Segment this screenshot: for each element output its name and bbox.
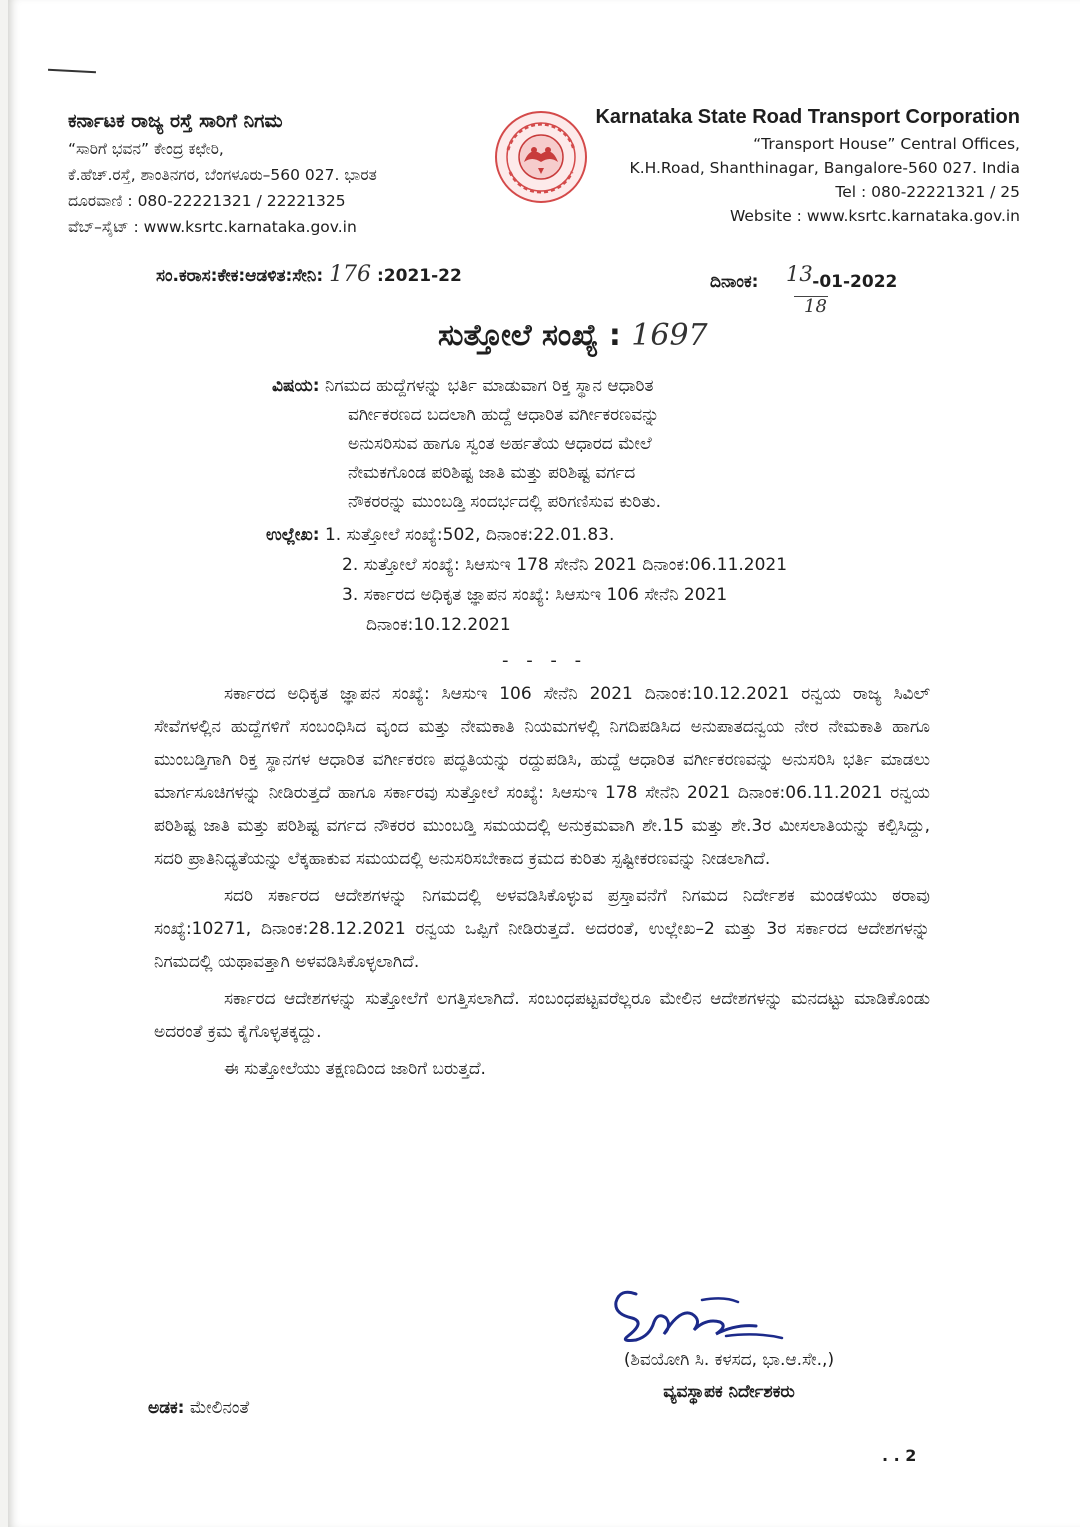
references-label: ಉಲ್ಲೇಖ: bbox=[266, 525, 320, 545]
address-line-1-english: “Transport House” Central Offices, bbox=[753, 135, 1020, 153]
circular-body bbox=[154, 678, 930, 1090]
references-block bbox=[266, 520, 966, 640]
subject-block bbox=[272, 372, 912, 517]
reference-year: :2021-22 bbox=[376, 266, 462, 286]
letterhead-kannada bbox=[68, 106, 488, 240]
subject-line-1: ನಿಗಮದ ಹುದ್ದೆಗಳನ್ನು ಭರ್ತಿ ಮಾಡುವಾಗ ರಿಕ್ತ ಸ್ಥಾನ ಆಧಾರಿತ bbox=[324, 376, 654, 396]
subject-line-3: ಅನುಸರಿಸುವ ಹಾಗೂ ಸ್ವಂತ ಅರ್ಹತೆಯ ಆಧಾರದ ಮೇಲೆ bbox=[348, 434, 652, 454]
handwritten-signature bbox=[606, 1278, 796, 1350]
address-line-2-english: K.H.Road, Shanthinagar, Bangalore-560 027. India bbox=[629, 159, 1020, 177]
body-paragraph-3: ಸರ್ಕಾರದ ಆದೇಶಗಳನ್ನು ಸುತ್ತೋಲೆಗೆ ಲಗತ್ತಿಸಲಾಗಿದೆ. ಸಂಬಂಧಪಟ್ಟವರೆಲ್ಲರೂ ಮೇಲಿನ ಆದೇಶಗಳನ್ನು ಮನದಟ್ಟು ಮಾಡಿಕೊಂಡು ಅದರಂತೆ ಕ್ರಮ ಕೈಗೊಳ್ಳತಕ್ಕದ್ದು. bbox=[154, 989, 930, 1042]
body-paragraph-1: ಸರ್ಕಾರದ ಅಧಿಕೃತ ಜ್ಞಾಪನ ಸಂಖ್ಯೆ: ಸಿಆಸುಇ 106 ಸೇನೆನಿ 2021 ದಿನಾಂಕ:10.12.2021 ರನ್ವಯ ರಾಜ್ಯ ಸಿವಿಲ್ ಸೇವೆಗಳಲ್ಲಿನ ಹುದ್ದೆಗಳಿಗೆ ಸಂಬಂಧಿಸಿದ ವೃಂದ ಮತ್ತು ನೇಮಕಾತಿ ನಿಯಮಗಳಲ್ಲಿ ನಿಗದಿಪಡಿಸಿದ ಅನುಪಾತದನ್ವಯ ನೇರ ನೇಮಕಾತಿ ಹಾಗೂ ಮುಂಬಡ್ತಿಗಾಗಿ ರಿಕ್ತ ಸ್ಥಾನಗಳ ಆಧಾರಿತ ವರ್ಗೀಕರಣ ಪದ್ಧತಿಯನ್ನು ರದ್ದುಪಡಿಸಿ, ಹುದ್ದೆ ಆಧಾರಿತ ವರ್ಗೀಕರಣವನ್ನು ಅನುಸರಿಸಿ ಭರ್ತಿ ಮಾಡಲು ಮಾರ್ಗಸೂಚಿಗಳನ್ನು ನೀಡಿರುತ್ತದೆ ಹಾಗೂ ಸರ್ಕಾರವು ಸುತ್ತೋಲೆ ಸಂಖ್ಯೆ: ಸಿಆಸುಇ 178 ಸೇನೆನಿ 2021 ದಿನಾಂಕ:06.11.2021 ರನ್ವಯ ಪರಿಶಿಷ್ಟ ಜಾತಿ ಮತ್ತು ಪರಿಶಿಷ್ಟ ವರ್ಗದ ನೌಕರರ ಮುಂಬಡ್ತಿ ಸಮಯದಲ್ಲಿ ಅನುಕ್ರಮವಾಗಿ ಶೇ.15 ಮತ್ತು ಶೇ.3ರ ಮೀಸಲಾತಿಯನ್ನು ಕಲ್ಪಿಸಿದ್ದು, ಸದರಿ ಪ್ರಾತಿನಿಧ್ಯತೆಯನ್ನು ಲೆಕ್ಕಹಾಕುವ ಸಮಯದಲ್ಲಿ ಅನುಸರಿಸಬೇಕಾದ ಕ್ರಮದ ಕುರಿತು ಸ್ಪಷ್ಟೀಕರಣವನ್ನು ನೀಡಲಾಗಿದೆ. bbox=[154, 684, 930, 869]
circular-handwritten-number: 1697 bbox=[631, 318, 708, 353]
body-paragraph-2: ಸದರಿ ಸರ್ಕಾರದ ಆದೇಶಗಳನ್ನು ನಿಗಮದಲ್ಲಿ ಅಳವಡಿಸಿಕೊಳ್ಳುವ ಪ್ರಸ್ತಾವನೆಗೆ ನಿಗಮದ ನಿರ್ದೇಶಕ ಮಂಡಳಿಯು ಠರಾವು ಸಂಖ್ಯೆ:10271, ದಿನಾಂಕ:28.12.2021 ರನ್ವಯ ಒಪ್ಪಿಗೆ ನೀಡಿರುತ್ತದೆ. ಅದರಂತೆ, ಉಲ್ಲೇಖ–2 ಮತ್ತು 3ರ ಸರ್ಕಾರದ ಆದೇಶಗಳನ್ನು ನಿಗಮದಲ್ಲಿ ಯಥಾವತ್ತಾಗಿ ಅಳವಡಿಸಿಕೊಳ್ಳಲಾಗಿದೆ. bbox=[154, 886, 930, 972]
subject-line-5: ನೌಕರರನ್ನು ಮುಂಬಡ್ತಿ ಸಂದರ್ಭದಲ್ಲಿ ಪರಿಗಣಿಸುವ ಕುರಿತು. bbox=[348, 492, 662, 512]
subject-line-4: ನೇಮಕಗೊಂಡ ಪರಿಶಿಷ್ಟ ಜಾತಿ ಮತ್ತು ಪರಿಶಿಷ್ಟ ವರ್ಗದ bbox=[348, 463, 636, 483]
date-handwritten-correction: 18 bbox=[804, 296, 827, 317]
website-english: Website : www.ksrtc.karnataka.gov.in bbox=[729, 207, 1020, 225]
circular-title-label: ಸುತ್ತೋಲೆ ಸಂಖ್ಯೆ : bbox=[438, 318, 621, 353]
reference-item-3: 3. ಸರ್ಕಾರದ ಅಧಿಕೃತ ಜ್ಞಾಪನ ಸಂಖ್ಯೆ: ಸಿಆಸುಇ 106 ಸೇನೆನಿ 2021 bbox=[342, 585, 728, 605]
signatory bbox=[574, 1344, 884, 1408]
reference-item-3-date: ದಿನಾಂಕ:10.12.2021 bbox=[366, 615, 511, 635]
ksrtc-seal-icon bbox=[494, 110, 588, 204]
subject-label: ವಿಷಯ: bbox=[272, 376, 320, 396]
org-name-kannada: ಕರ್ನಾಟಕ ರಾಜ್ಯ ರಸ್ತೆ ಸಾರಿಗೆ ನಿಗಮ bbox=[68, 110, 283, 132]
pen-mark bbox=[48, 69, 96, 74]
enclosure-label: ಅಡಕ: bbox=[148, 1398, 185, 1418]
body-paragraph-4: ಈ ಸುತ್ತೋಲೆಯು ತಕ್ಷಣದಿಂದ ಜಾರಿಗೆ ಬರುತ್ತದೆ. bbox=[224, 1059, 486, 1079]
phone-kannada: ದೂರವಾಣಿ : 080-22221321 / 22221325 bbox=[68, 192, 346, 210]
address-line-2-kannada: ಕೆ.ಹೆಚ್.ರಸ್ತೆ, ಶಾಂತಿನಗರ, ಬೆಂಗಳೂರು–560 027. ಭಾರತ bbox=[68, 166, 377, 184]
circular-title bbox=[438, 318, 708, 353]
document-page bbox=[8, 0, 1080, 1527]
letterhead-english bbox=[580, 102, 1020, 228]
reference-item-1: 1. ಸುತ್ತೋಲೆ ಸಂಖ್ಯೆ:502, ದಿನಾಂಕ:22.01.83. bbox=[324, 525, 615, 545]
reference-number bbox=[156, 262, 462, 287]
page-number: . . 2 bbox=[882, 1446, 917, 1465]
enclosure bbox=[148, 1398, 249, 1418]
reference-handwritten-number: 176 bbox=[329, 262, 372, 287]
date-label: ದಿನಾಂಕ: bbox=[710, 272, 759, 292]
signatory-designation: ವ್ಯವಸ್ಥಾಪಕ ನಿರ್ದೇಶಕರು bbox=[663, 1382, 795, 1402]
date-handwritten-day: 13 bbox=[786, 262, 813, 286]
org-name-english: Karnataka State Road Transport Corporation bbox=[595, 106, 1020, 128]
address-line-1-kannada: “ಸಾರಿಗೆ ಭವನ” ಕೇಂದ್ರ ಕಛೇರಿ, bbox=[68, 140, 224, 158]
separator: - - - - bbox=[502, 650, 588, 671]
date-rest: -01-2022 bbox=[812, 272, 898, 292]
reference-prefix: ಸಂ.ಕರಾಸ:ಕೇಕ:ಆಡಳಿತ:ಸೇನಿ: bbox=[156, 266, 324, 286]
subject-line-2: ವರ್ಗೀಕರಣದ ಬದಲಾಗಿ ಹುದ್ದೆ ಆಧಾರಿತ ವರ್ಗೀಕರಣವನ್ನು bbox=[348, 405, 660, 425]
signatory-name: (ಶಿವಯೋಗಿ ಸಿ. ಕಳಸದ, ಭಾ.ಆ.ಸೇ.,) bbox=[623, 1350, 835, 1370]
enclosure-value: ಮೇಲಿನಂತೆ bbox=[189, 1398, 250, 1418]
website-kannada: ವೆಬ್–ಸೈಟ್ : www.ksrtc.karnataka.gov.in bbox=[68, 218, 357, 236]
phone-english: Tel : 080-22221321 / 25 bbox=[835, 183, 1020, 201]
reference-item-2: 2. ಸುತ್ತೋಲೆ ಸಂಖ್ಯೆ: ಸಿಆಸುಇ 178 ಸೇನೆನಿ 2021 ದಿನಾಂಕ:06.11.2021 bbox=[342, 555, 788, 575]
